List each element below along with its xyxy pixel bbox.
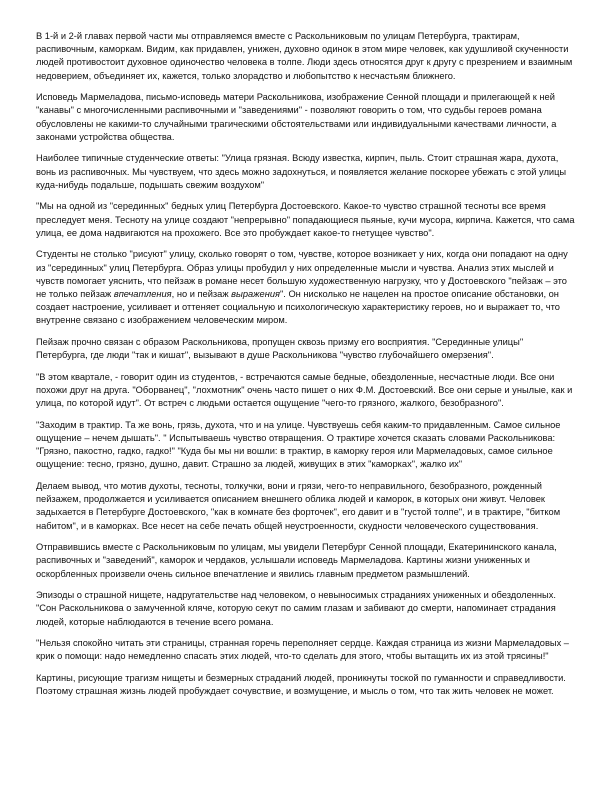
paragraph-1: В 1-й и 2-й главах первой части мы отправляемся вместе с Раскольниковым по улицам Петербурга, трактирам, распивочным, каморкам. Видим, как придавлен, унижен, духовно одинок в этом мире человек, как удушливой скученности людей противостоит духовное одиночество человека в толпе. Люди здесь относятся друг к другу с презрением и взаимным недоверием, объединяет их, кажется, только злорадство и любопытство к несчастьям ближнего.	[36, 31, 573, 81]
paragraph-11: Эпизоды о страшной нищете, надругательстве над человеком, о невыносимых страданиях униженных и обездоленных. "Сон Раскольникова о замученной кляче, которую секут по самим глазам и забивают до смерти, напоминает страдания людей, которые наблюдаются в течение всего романа.	[36, 590, 556, 627]
paragraph-9: Делаем вывод, что мотив духоты, тесноты, толкучки, вони и грязи, чего-то неправильного, безобразного, рожденный пейзажем, продолжается и усиливается описанием внешнего облика людей и каморок, в которых они живут. Человек задыхается в Петербурге Достоевского, "как в комнате без форточек", его давит и в "густой толпе", и в трактире, "битком набитом", и в каморках. Все несет на себе печать общей неустроенности, скудности человеческого существования.	[36, 481, 561, 531]
document-page	[36, 30, 576, 707]
paragraph-3: Наиболее типичные студенческие ответы: "Улица грязная. Всюду известка, кирпич, пыль. Стоит страшная жара, духота, вонь из распивочных. Мы чувствуем, что здесь можно задохнуться, и появляется желание поскорее убежать с этой улицы куда-нибудь подальше, подышать свежим воздухом"	[36, 153, 567, 190]
paragraph-4: "Мы на одной из "серединных" бедных улиц Петербурга Достоевского. Какое-то чувство страшной тесноты все время преследует меня. Тесноту на улице создают "непрерывно" попадающиеся пьяные, кучи мусора, кирпича. Кажется, что сама улица, ее дома надвигаются на прохожего. Все это пробуждает какое-то гнетущее чувство".	[36, 201, 575, 238]
paragraph-6: Пейзаж прочно связан с образом Раскольникова, пропущен сквозь призму его восприятия. "Серединные улицы" Петербурга, где люди "так и кишат", вызывают в душе Раскольникова "чувство глубочайшего омерзения".	[36, 337, 524, 361]
paragraph-13: Картины, рисующие трагизм нищеты и безмерных страданий людей, проникнуты тоской по гуманности и справедливости. Поэтому страшная жизнь людей пробуждает сочувствие, и возмущение, и мысль о том, что так жить человек не может.	[36, 673, 566, 697]
paragraph-8: "Заходим в трактир. Та же вонь, грязь, духота, что и на улице. Чувствуешь себя каким-то придавленным. Самое сильное ощущение – нечем дышать". " Испытываешь чувство отвращения. О трактире хочется сказать словами Раскольникова: "Грязно, пакостно, гадко, гадко!" "Куда бы мы ни вошли: в трактир, в каморку героя или Мармеладовых, самое сильное ощущение: тесно, грязно, душно, давит. Страшно за людей, живущих в этих "каморках", жалко их"	[36, 419, 561, 470]
paragraph-5: Студенты не столько "рисуют" улицу, сколько говорят о том, чувстве, которое возникает у них, когда они попадают на одну из "серединных" улиц Петербурга. Образ улицы пробудил у них определенные мысли и чувства. Анализ этих мыслей и чувств помогает уяснить, что пейзаж в романе несет большую художественную нагрузку, что у Достоевского "пейзаж – это не только пейзаж впечатления, но и пейзаж выражения". Он нисколько не нацелен на простое описание обстановки, он создает настроение, усиливает и оттеняет социальную и психологическую характеристику героев, но и выражает то, что внутренне связано с изображением человеческим миром.	[36, 249, 568, 326]
paragraph-10: Отправившись вместе с Раскольниковым по улицам, мы увидели Петербург Сенной площади, Екатерининского канала, распивочных и "заведений", каморок и чердаков, услышали исповедь Мармеладова. Картины жизни униженных и оскорбленных произвели очень сильное впечатление и явились главным предметом размышлений.	[36, 542, 557, 579]
paragraph-2: Исповедь Мармеладова, письмо-исповедь матери Раскольникова, изображение Сенной площади и прилегающей к ней "канавы" с многочисленными распивочными и "заведениями" - позволяют говорить о том, что судьбы героев романа обусловлены не какими-то случайными трагическими обстоятельствами или индивидуальными качествами личности, а законами устройства общества.	[36, 92, 557, 142]
paragraph-7: "В этом квартале, - говорит один из студентов, - встречаются самые бедные, обездоленные, несчастные люди. Все они похожи друг на друга. "Оборванец", "лохмотник" очень часто пишет о них Ф.М. Достоевский. Все они серые и унылые, как и улица, по которой идут". От встреч с людьми остается ощущение "чего-то грязного, жалкого, безобразного".	[36, 371, 573, 409]
paragraph-12: "Нельзя спокойно читать эти страницы, странная горечь переполняет сердце. Каждая страница из жизни Мармеладовых – крик о помощи: надо немедленно спасать этих людей, что-то сделать для этого, чтобы вытащить их из этой трясины!"	[36, 638, 569, 662]
